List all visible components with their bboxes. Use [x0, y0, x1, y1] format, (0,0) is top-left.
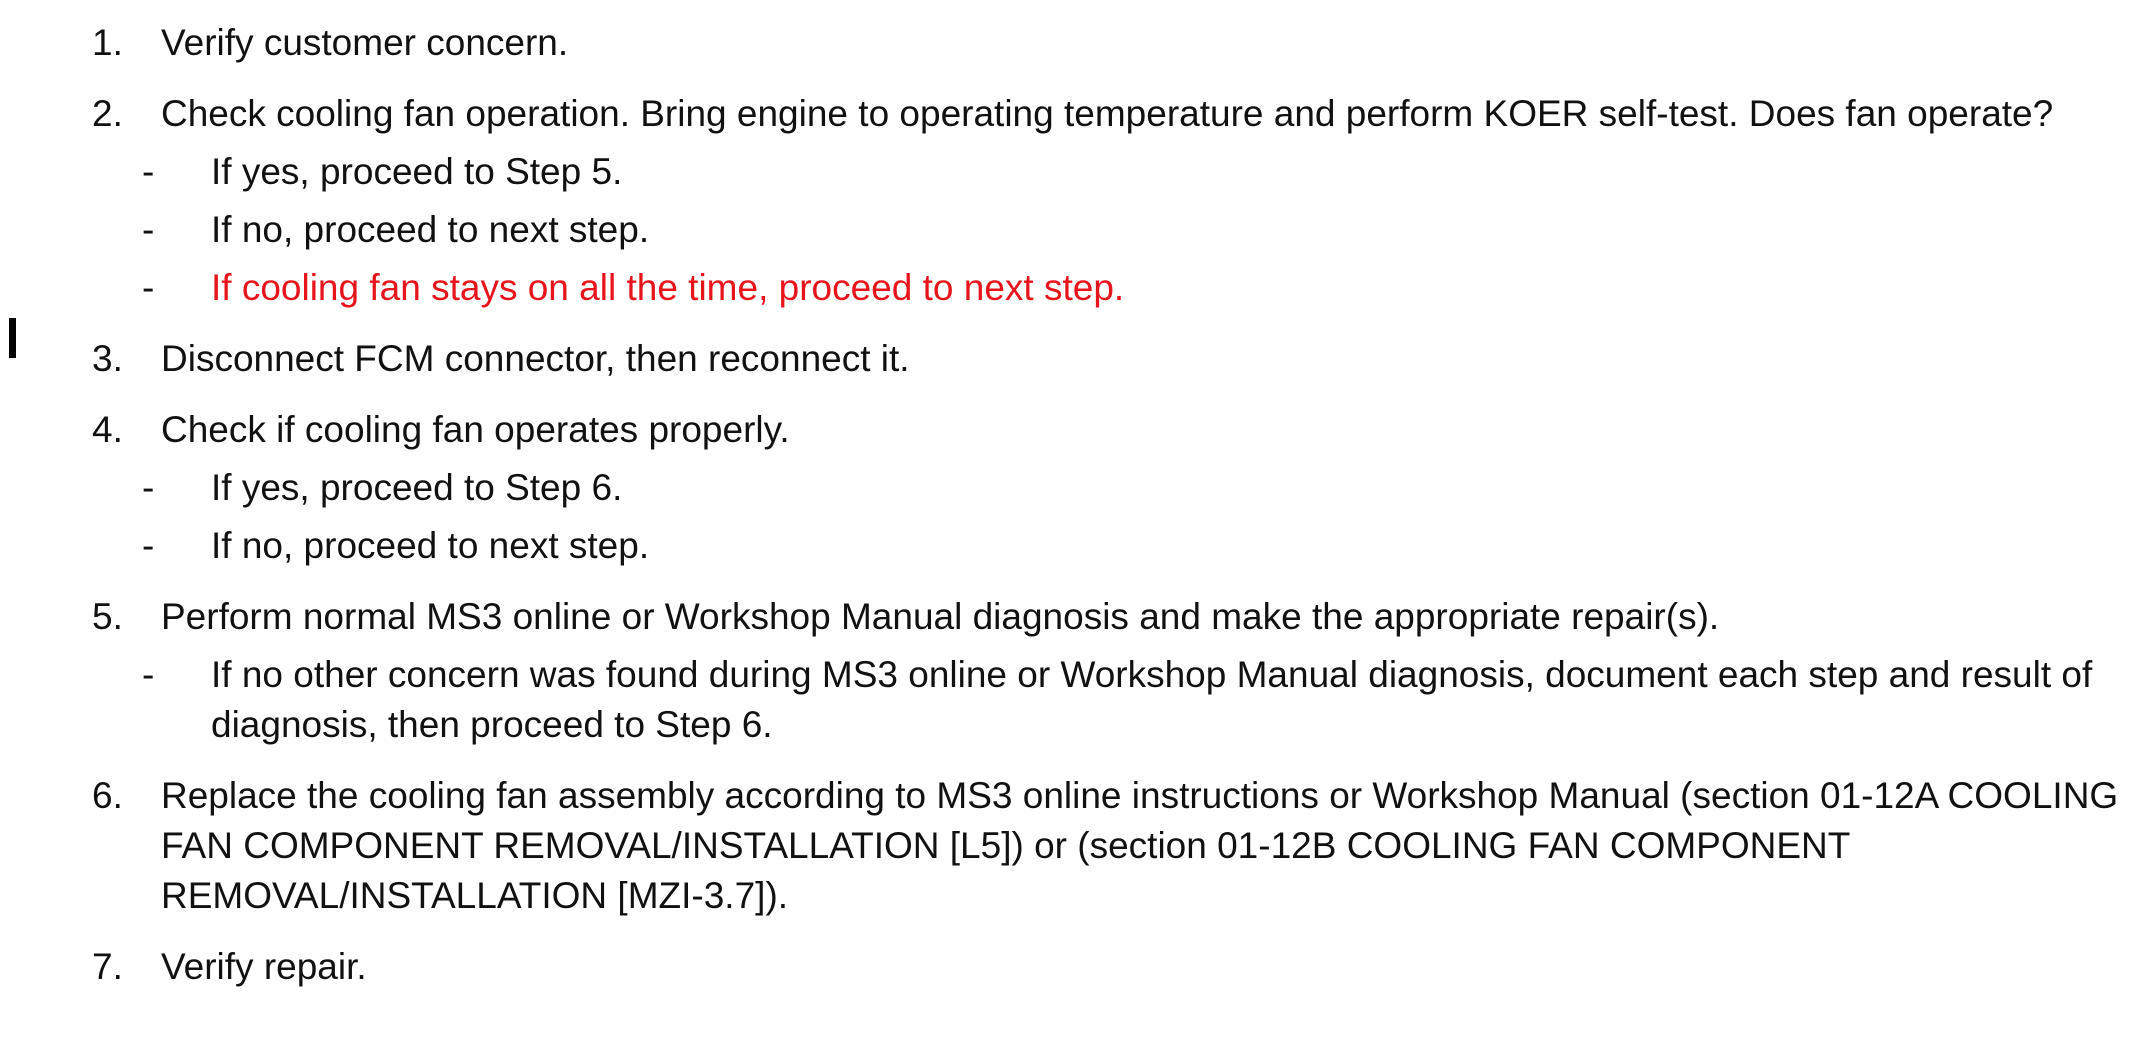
sub-item [0, 147, 2123, 197]
sub-item-text: If yes, proceed to Step 6. [211, 467, 623, 508]
step-text: Check if cooling fan operates properly. [161, 409, 790, 450]
step-number: 3. [92, 338, 123, 379]
sub-item [0, 650, 2123, 750]
step-text: Disconnect FCM connector, then reconnect it. [161, 338, 910, 379]
step-number: 7. [92, 946, 123, 987]
procedure-list [0, 18, 2143, 1013]
sub-item [0, 463, 2123, 513]
sub-item-text: If no, proceed to next step. [211, 525, 650, 566]
sub-item-text: If no other concern was found during MS3 online or Workshop Manual diagnosis, document each step and result of diagnosis, then proceed to Step 6. [211, 654, 2093, 745]
dash-bullet: - [142, 151, 155, 192]
sub-item-revised [0, 263, 2123, 313]
step-text: Replace the cooling fan assembly according to MS3 online instructions or Workshop Manual (section 01-12A COOLING FAN COMPONENT REMOVAL/INSTALLATION [L5]) or (section 01-12B COOLING FAN COMPONENT REMOVAL/INSTALLATION [MZI-3.7]). [161, 775, 2119, 916]
dash-bullet: - [142, 267, 155, 308]
revised-sub-item-text: If cooling fan stays on all the time, proceed to next step. [211, 267, 1125, 308]
sub-item-text: If no, proceed to next step. [211, 209, 650, 250]
sub-item-text: If yes, proceed to Step 5. [211, 151, 623, 192]
step-5 [0, 592, 2143, 750]
sub-item [0, 205, 2123, 255]
step-number: 1. [92, 22, 123, 63]
dash-bullet: - [142, 209, 155, 250]
step-text: Perform normal MS3 online or Workshop Manual diagnosis and make the appropriate repair(s). [161, 596, 1720, 637]
step-7 [0, 942, 2143, 992]
step-3 [0, 334, 2143, 384]
step-number: 4. [92, 409, 123, 450]
step-4 [0, 405, 2143, 571]
dash-bullet: - [142, 654, 155, 695]
step-number: 2. [92, 93, 123, 134]
dash-bullet: - [142, 525, 155, 566]
step-number: 6. [92, 775, 123, 816]
step-6 [0, 771, 2143, 921]
step-text: Verify customer concern. [161, 22, 569, 63]
step-number: 5. [92, 596, 123, 637]
step-text: Verify repair. [161, 946, 367, 987]
step-1 [0, 18, 2143, 68]
step-text: Check cooling fan operation. Bring engine to operating temperature and perform KOER self-test. Does fan operate? [161, 93, 2054, 134]
sub-item [0, 521, 2123, 571]
dash-bullet: - [142, 467, 155, 508]
step-2 [0, 89, 2143, 313]
